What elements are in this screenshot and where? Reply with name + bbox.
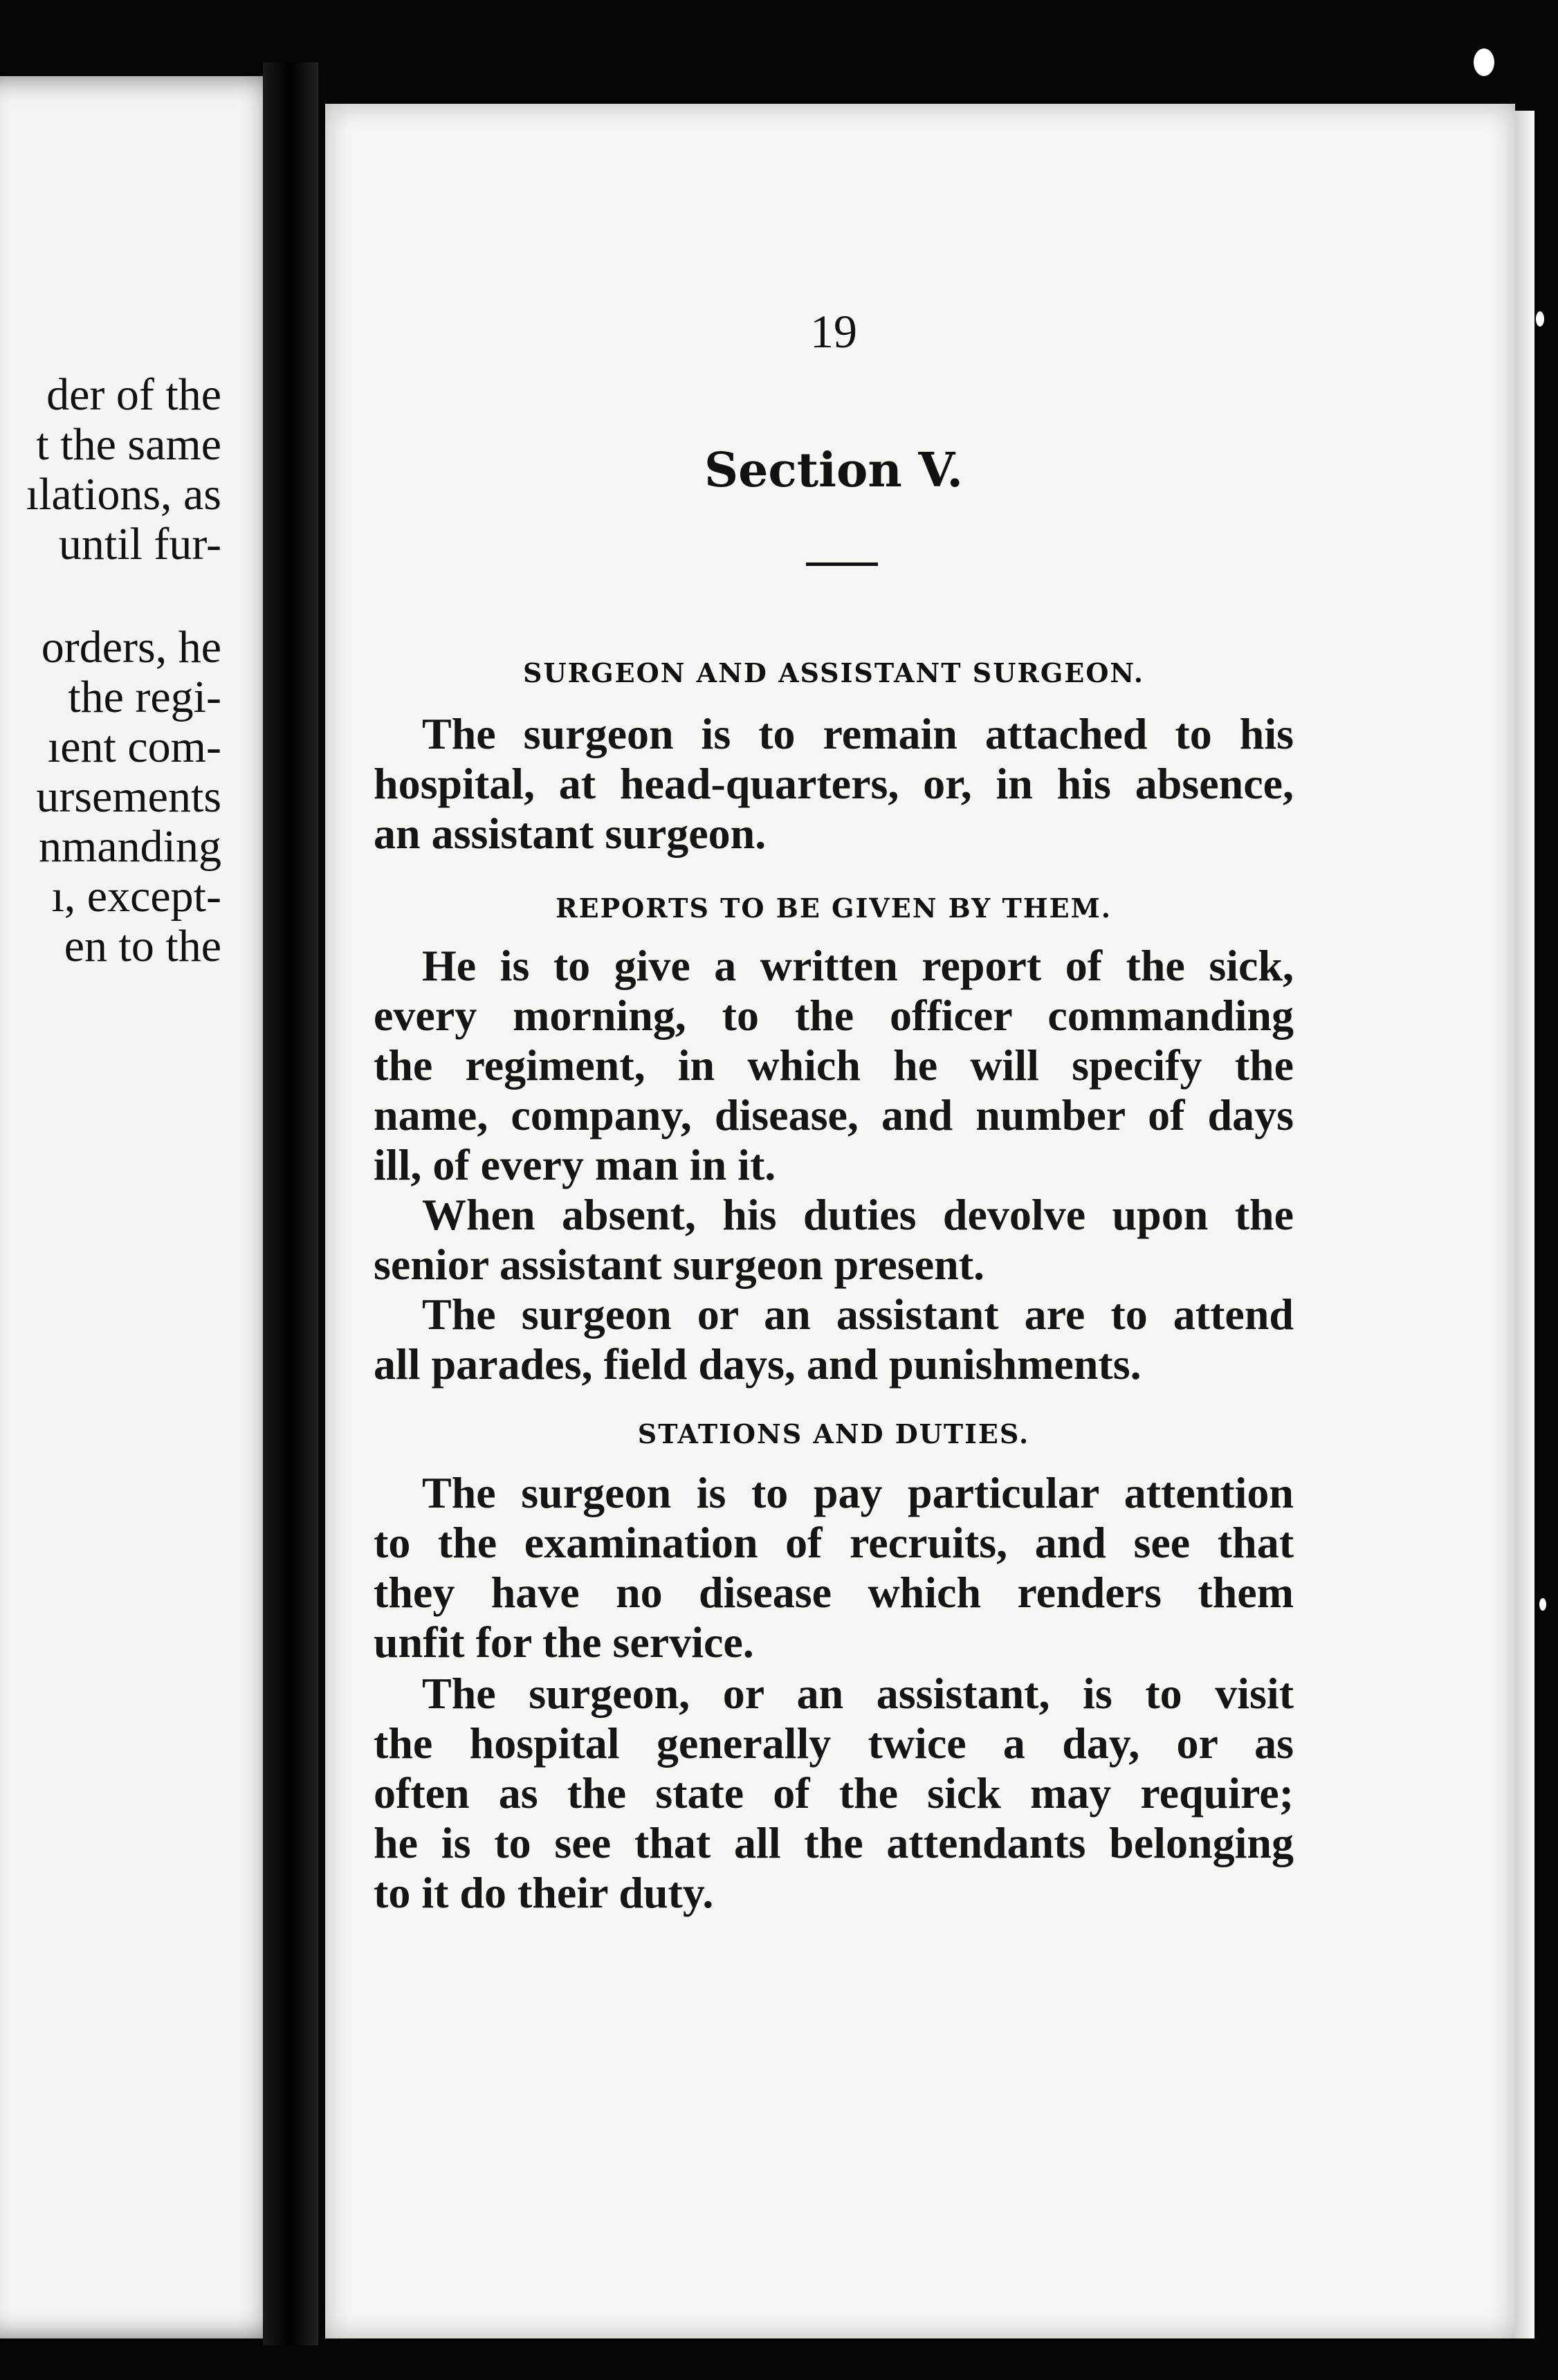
- paragraph-line: senior assistant surgeon present.: [374, 1240, 985, 1289]
- paragraph-line: often as the state of the sick may require;: [374, 1768, 1294, 1818]
- paragraph-line: hospital, at head-quarters, or, in his absence,: [374, 759, 1294, 808]
- scan-speck: [1539, 1598, 1546, 1611]
- scan-speck: [1536, 311, 1544, 327]
- page-number: 19: [810, 305, 857, 358]
- left-page-line: der of the: [46, 369, 221, 420]
- paragraph-line: The surgeon, or an assistant, is to visit: [422, 1669, 1294, 1718]
- paragraph-line: the regiment, in which he will specify the: [374, 1041, 1294, 1090]
- paragraph-line: the hospital generally twice a day, or as: [374, 1719, 1294, 1768]
- section-title: Section V.: [704, 443, 964, 498]
- paragraph-line: an assistant surgeon.: [374, 809, 767, 858]
- left-page-line: until fur-: [58, 519, 221, 569]
- paragraph-line: to it do their duty.: [374, 1868, 714, 1917]
- paragraph-line: unfit for the service.: [374, 1618, 754, 1667]
- paragraph: [374, 1468, 1294, 1667]
- paragraph-line: He is to give a written report of the sick,: [422, 941, 1294, 990]
- paragraph-line: The surgeon is to pay particular attention: [422, 1468, 1294, 1517]
- paragraph-line: all parades, field days, and punishments.: [374, 1339, 1142, 1389]
- left-facing-page: [0, 76, 291, 2338]
- heading-reports: REPORTS TO BE GIVEN BY THEM.: [556, 892, 1112, 924]
- paragraph-line: When absent, his duties devolve upon the: [422, 1190, 1294, 1239]
- left-page-line: en to the: [64, 921, 221, 971]
- heading-stations-and-duties: STATIONS AND DUTIES.: [637, 1418, 1030, 1449]
- paragraph-line: The surgeon is to remain attached to his: [422, 709, 1294, 758]
- paragraph-line: they have no disease which renders them: [374, 1568, 1294, 1617]
- left-page-line: nmanding: [39, 821, 221, 872]
- paragraph-line: The surgeon or an assistant are to attend: [422, 1290, 1294, 1339]
- book-gutter: [263, 62, 318, 2345]
- left-page-text-block-2: [36, 623, 221, 971]
- paragraph-line: ill, of every man in it.: [374, 1140, 776, 1189]
- paragraph: [374, 1190, 1294, 1290]
- paragraph-line: he is to see that all the attendants belonging: [374, 1818, 1294, 1867]
- left-page-text-block-1: [26, 370, 221, 569]
- paragraph-line: to the examination of recruits, and see that: [374, 1518, 1294, 1567]
- left-page-line: the regi-: [68, 672, 221, 722]
- left-page-line: ıent com-: [47, 722, 221, 772]
- paragraph: [374, 1290, 1294, 1389]
- section-divider: [806, 562, 878, 566]
- page-edge: [1515, 111, 1534, 2338]
- scan-speck: [1474, 48, 1494, 76]
- left-page-line: orders, he: [41, 622, 221, 672]
- left-page-line: ursements: [36, 771, 221, 822]
- paragraph: [374, 709, 1294, 859]
- paragraph: [374, 1669, 1294, 1918]
- paragraph-line: every morning, to the officer commanding: [374, 991, 1294, 1040]
- paragraph-line: name, company, disease, and number of days: [374, 1090, 1294, 1139]
- paragraph: [374, 941, 1294, 1190]
- left-page-line: t the same: [36, 419, 221, 470]
- heading-surgeon-and-assistant: SURGEON AND ASSISTANT SURGEON.: [523, 657, 1144, 688]
- left-page-line: ı, except-: [51, 871, 221, 922]
- main-page: [325, 104, 1515, 2338]
- left-page-line: ılations, as: [26, 469, 221, 520]
